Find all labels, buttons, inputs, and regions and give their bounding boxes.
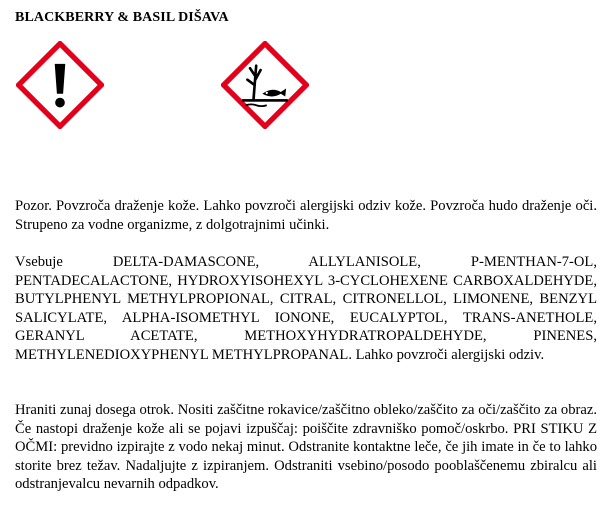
hazard-statements: Pozor. Povzroča draženje kože. Lahko povzroči alergijski odziv kože. Povzroča hudo draženje oči. Strupeno za vodne organizme, z dolgotrajnimi učinki. xyxy=(15,198,597,233)
exclamation-mark-icon xyxy=(16,41,104,129)
contains-statement: Vsebuje DELTA-DAMASCONE, ALLYLANISOLE, P-MENTHAN-7-OL, PENTADECALACTONE, HYDROXYISOHEXYL 3-CYCLOHEXENE CARBOXALDEHYDE, BUTYLPHENYL METHYLPROPIONAL, CITRAL, CITRONELLOL, LIMONENE, BENZYL SALICYLATE, ALPHA-ISOMETHYL IONONE, EUCALYPTOL, TRANS-ANETHOLE, GERANYL ACETATE, METHOXYHYDRATROPALDEHYDE, PINENES, METHYLENEDIOXYPHENYL METHYLPROPANAL. Lahko povzroči alergijski odziv. xyxy=(15,254,597,363)
precautionary-statements: Hraniti zunaj dosega otrok. Nositi zaščitne rokavice/zaščitno obleko/zaščito za oči/zaščito za obraz. Če nastopi draženje kože ali se pojavi izpuščaj: poiščite zdravniško pomoč/oskrbo. PRI STIKU Z OČMI: previdno izpirajte z vodo nekaj minut. Odstranite kontaktne leče, če jih imate in če to lahko storite brez težav. Nadaljujte z izpiranjem. Odstraniti vsebino/posodo pooblaščenemu zbiralcu ali odstranjevalcu nevarnih odpadkov. xyxy=(15,402,597,493)
product-title: BLACKBERRY & BASIL DIŠAVA xyxy=(15,10,229,25)
environment-hazard-icon xyxy=(221,41,309,129)
